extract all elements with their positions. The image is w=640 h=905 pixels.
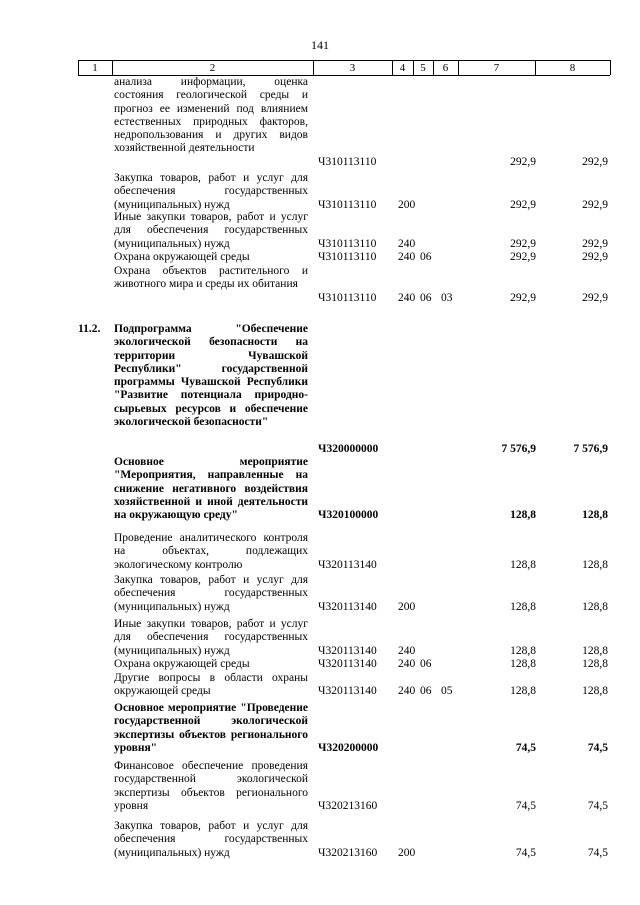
row-number: 11.2. bbox=[78, 323, 101, 335]
row-description: Охрана окружающей среды bbox=[114, 658, 250, 670]
expense-type-code: 200 bbox=[398, 198, 416, 211]
row-description: Закупка товаров, работ и услуг для обеспечения государственных (муниципальных) нужд bbox=[114, 820, 308, 859]
row-description: анализа информации, оценка состояния геологической среды и прогноз ее изменений под влиянием естественных природных факторов, недропользования и других видов хозяйственной деятельности bbox=[114, 76, 308, 155]
expense-type-code: 240 bbox=[398, 291, 416, 304]
row-description: Закупка товаров, работ и услуг для обеспечения государственных (муниципальных) нужд bbox=[114, 172, 308, 211]
target-article-code: Ч310113110 bbox=[318, 237, 377, 250]
amount-col-7: 292,9 bbox=[510, 198, 536, 211]
row-description: Закупка товаров, работ и услуг для обеспечения государственных (муниципальных) нужд bbox=[114, 574, 308, 613]
amount-col-8: 292,9 bbox=[582, 291, 608, 304]
amount-col-7: 292,9 bbox=[510, 237, 536, 250]
section-code: 06 bbox=[420, 685, 432, 698]
row-description: Основное мероприятие "Проведение государственной экологической экспертизы объектов регионального уровня" bbox=[114, 702, 308, 754]
amount-col-8: 128,8 bbox=[582, 509, 608, 522]
amount-col-7: 128,8 bbox=[510, 558, 536, 571]
subsection-code: 05 bbox=[441, 685, 453, 698]
row-description: Охрана окружающей среды bbox=[114, 251, 250, 263]
header-col-6: 6 bbox=[442, 62, 449, 74]
expense-type-code: 240 bbox=[398, 685, 416, 698]
target-article-code: Ч320200000 bbox=[318, 741, 379, 754]
page-number: 141 bbox=[311, 38, 329, 52]
expense-type-code: 200 bbox=[398, 600, 416, 613]
amount-col-8: 74,5 bbox=[587, 741, 608, 754]
amount-col-8: 74,5 bbox=[587, 799, 608, 812]
header-col-4: 4 bbox=[399, 62, 406, 74]
header-divider bbox=[610, 60, 611, 75]
amount-col-8: 128,8 bbox=[582, 558, 608, 571]
target-article-code: Ч320213160 bbox=[318, 799, 378, 812]
amount-col-8: 7 576,9 bbox=[573, 442, 608, 455]
row-description: Другие вопросы в области охраны окружающей среды bbox=[114, 672, 308, 698]
header-col-2: 2 bbox=[209, 62, 216, 74]
amount-col-8: 74,5 bbox=[587, 846, 608, 859]
target-article-code: Ч320100000 bbox=[318, 509, 379, 522]
amount-col-8: 128,8 bbox=[582, 685, 608, 698]
amount-col-7: 74,5 bbox=[515, 741, 536, 754]
row-description: Иные закупки товаров, работ и услуг для обеспечения государственных (муниципальных) нужд bbox=[114, 211, 308, 250]
amount-col-8: 128,8 bbox=[582, 600, 608, 613]
amount-col-7: 292,9 bbox=[510, 155, 536, 168]
expense-type-code: 240 bbox=[398, 644, 416, 657]
amount-col-7: 128,8 bbox=[510, 644, 536, 657]
expense-type-code: 240 bbox=[398, 237, 416, 250]
amount-col-7: 128,8 bbox=[510, 658, 536, 670]
amount-col-8: 292,9 bbox=[582, 198, 608, 211]
row-description: Основное мероприятие "Мероприятия, направленные на снижение негативного воздействия хозяйственной и иной деятельности на окружающую среду" bbox=[114, 456, 308, 522]
target-article-code: Ч320113140 bbox=[318, 658, 377, 670]
target-article-code: Ч320213160 bbox=[318, 846, 378, 859]
header-col-3: 3 bbox=[349, 62, 356, 74]
amount-col-7: 74,5 bbox=[515, 846, 536, 859]
section-code: 06 bbox=[420, 658, 432, 670]
target-article-code: Ч320113140 bbox=[318, 644, 377, 657]
target-article-code: Ч320113140 bbox=[318, 685, 377, 698]
amount-col-7: 7 576,9 bbox=[501, 442, 536, 455]
amount-col-8: 128,8 bbox=[582, 658, 608, 670]
amount-col-8: 292,9 bbox=[582, 237, 608, 250]
amount-col-7: 128,8 bbox=[510, 509, 536, 522]
row-description: Подпрограмма "Обеспечение экологической безопасности на территории Чувашской Республики" государственной программы Чувашской Республики "Развитие потенциала природно-сырьевых ресурсов и обеспечение экологической безопасности" bbox=[114, 323, 308, 429]
target-article-code: Ч310113110 bbox=[318, 155, 377, 168]
header-col-7: 7 bbox=[493, 62, 500, 74]
amount-col-7: 128,8 bbox=[510, 685, 536, 698]
expense-type-code: 240 bbox=[398, 251, 416, 263]
amount-col-7: 74,5 bbox=[515, 799, 536, 812]
row-description: Финансовое обеспечение проведения государственной экологической экспертизы объектов регионального уровня bbox=[114, 760, 308, 812]
expense-type-code: 200 bbox=[398, 846, 416, 859]
target-article-code: Ч320113140 bbox=[318, 600, 377, 613]
section-code: 06 bbox=[420, 251, 432, 263]
expense-type-code: 240 bbox=[398, 658, 416, 670]
target-article-code: Ч320113140 bbox=[318, 558, 377, 571]
row-description: Охрана объектов растительного и животного мира и среды их обитания bbox=[114, 265, 308, 291]
row-description: Иные закупки товаров, работ и услуг для обеспечения государственных (муниципальных) нужд bbox=[114, 618, 308, 657]
section-code: 06 bbox=[420, 291, 432, 304]
header-col-1: 1 bbox=[92, 62, 98, 74]
amount-col-7: 128,8 bbox=[510, 600, 536, 613]
header-col-5: 5 bbox=[420, 62, 426, 74]
amount-col-8: 292,9 bbox=[582, 155, 608, 168]
subsection-code: 03 bbox=[441, 291, 453, 304]
target-article-code: Ч310113110 bbox=[318, 251, 377, 263]
header-col-8: 8 bbox=[569, 62, 576, 74]
amount-col-7: 292,9 bbox=[510, 251, 536, 263]
amount-col-8: 128,8 bbox=[582, 644, 608, 657]
target-article-code: Ч310113110 bbox=[318, 198, 377, 211]
amount-col-8: 292,9 bbox=[582, 251, 608, 263]
amount-col-7: 292,9 bbox=[510, 291, 536, 304]
target-article-code: Ч310113110 bbox=[318, 291, 377, 304]
target-article-code: Ч320000000 bbox=[318, 442, 379, 455]
row-description: Проведение аналитического контроля на объектах, подлежащих экологическому контролю bbox=[114, 532, 308, 571]
